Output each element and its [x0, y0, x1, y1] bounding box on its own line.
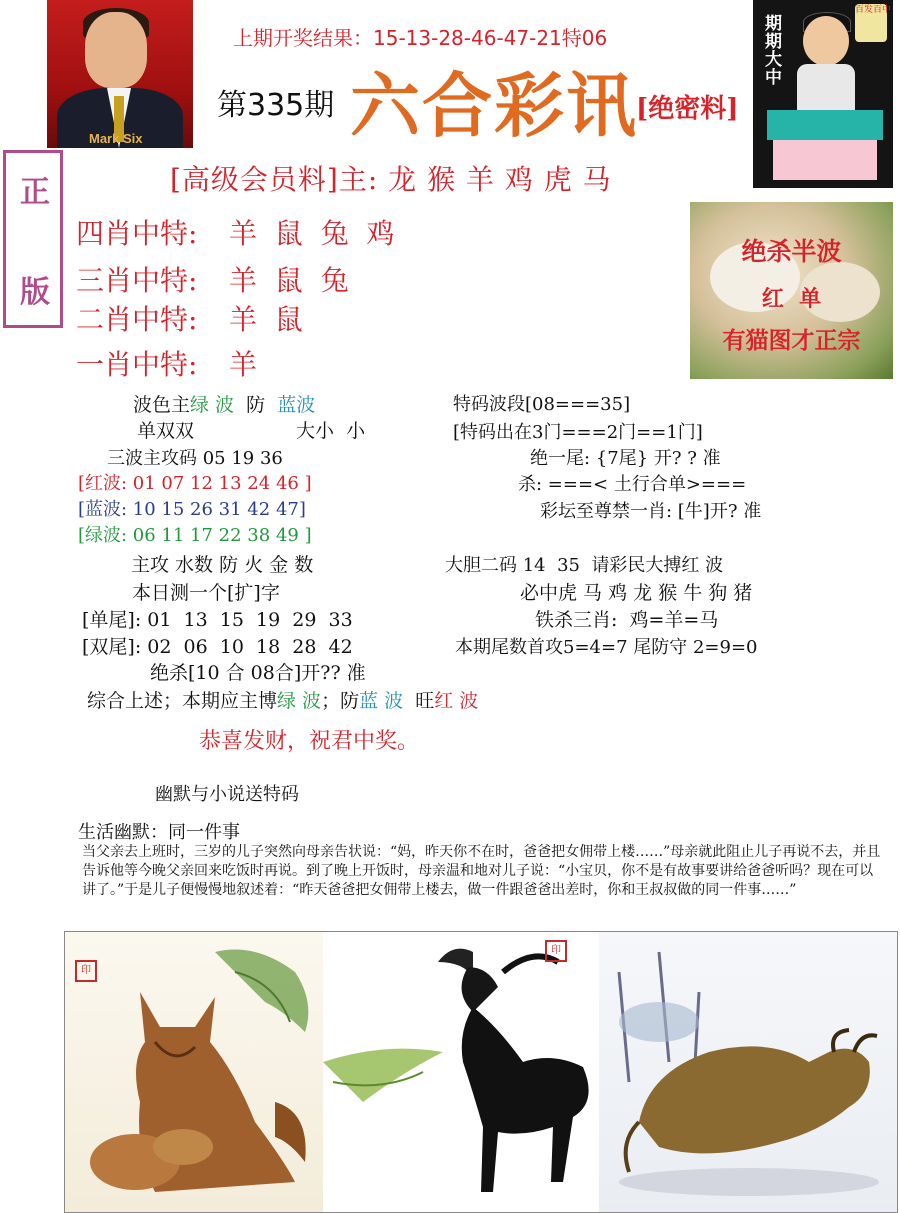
dog-painting — [65, 932, 323, 1212]
pick-value: 羊 — [229, 348, 258, 381]
cat-box-line-1: 绝杀半波 — [741, 237, 842, 266]
artist-seal: 印 — [545, 940, 567, 962]
single-tail: [单尾]: 01 13 15 19 29 33 — [82, 609, 353, 631]
summary-prefix: 综合上述；本期应主博 — [87, 690, 278, 712]
cat-box-line-3: 有猫图才正宗 — [722, 327, 861, 354]
forum-ban-zodiac: 彩坛至尊禁一肖: [牛]开? 准 — [540, 501, 762, 522]
wave-main-prefix: 波色主 — [133, 394, 191, 416]
summary-lucky: 旺 — [403, 690, 435, 712]
pick-value: 羊 鼠 — [229, 303, 303, 336]
photo-face — [85, 12, 147, 88]
three-wave-codes: 三波主攻码 05 19 36 — [107, 448, 283, 469]
issue-number: 第335期 — [217, 88, 335, 123]
cartoon-table — [767, 110, 883, 140]
daily-character: 本日测一个[扩]字 — [132, 582, 280, 604]
edition-char-1: 正 — [20, 175, 50, 210]
blue-wave-numbers: [蓝波: 10 15 26 31 42 47] — [78, 499, 306, 520]
bold-two-codes: 大胆二码 14 35 请彩民大搏红 波 — [445, 555, 724, 576]
kill-tail: 绝一尾: {7尾} 开? ? 准 — [530, 448, 721, 469]
pick-value: 羊 鼠 兔 鸡 — [229, 217, 395, 250]
goat-illustration — [323, 932, 599, 1212]
humor-section-heading: 幽默与小说送特码 — [155, 784, 299, 805]
iron-kill-three: 铁杀三肖: 鸡=羊=马 — [535, 609, 719, 631]
summary-green: 绿 波 — [277, 690, 322, 712]
cat-image-box — [690, 202, 893, 379]
last-draw-result: 上期开奖结果：15-13-28-46-47-21特06 — [233, 26, 608, 50]
pick-label: 二肖中特: — [76, 303, 198, 336]
pick-row — [76, 298, 303, 338]
humor-title: 生活幽默：同一件事 — [78, 822, 240, 843]
tail-numbers: 本期尾数首攻5=4=7 尾防守 2=9=0 — [455, 637, 758, 658]
goat-painting — [323, 932, 599, 1212]
special-doors: [特码出在3门===2门==1门] — [453, 422, 703, 443]
single-double: 单双双 — [137, 420, 195, 442]
cartoon-base — [773, 140, 877, 180]
ox-painting — [599, 932, 897, 1212]
wave-main — [133, 390, 315, 417]
pick-row — [76, 259, 349, 299]
must-hit-zodiacs: 必中虎 马 鸡 龙 猴 牛 狗 猪 — [520, 582, 753, 604]
big-small: 大小 小 — [296, 420, 366, 442]
double-tail: [双尾]: 02 06 10 18 28 42 — [82, 636, 353, 658]
wave-green: 绿 波 — [190, 394, 235, 416]
edition-badge — [3, 150, 63, 328]
summary-red: 红 波 — [434, 690, 479, 712]
pick-row — [76, 212, 395, 252]
vip-picks: [高级会员料]主: 龙 猴 羊 鸡 虎 马 — [170, 163, 612, 196]
humor-story: 当父亲去上班时，三岁的儿子突然向母亲告状说：“妈，昨天你不在时，爸爸把女佣带上楼……”母亲就此阻止儿子再说不去，并且告诉他等今晚父亲回来吃饭时再说。到了晚上开饭时，母亲温和地对儿子说：“小宝贝，你不是有故事要讲给爸爸听吗？现在可以讲了。”于是儿子便慢慢地叙述着：“昨天爸爸把女佣带上楼去，做一件跟爸爸出差时，你和王叔叔做的同一件事……” — [82, 844, 881, 898]
page-subtitle: [绝密料] — [636, 94, 739, 124]
special-segment: 特码波段[08===35] — [453, 394, 631, 415]
pick-label: 四肖中特: — [76, 217, 198, 250]
summary-guard: ；防 — [321, 690, 360, 712]
cartoon-side-text: 期期大中 — [761, 14, 781, 86]
wave-guard: 防 — [234, 394, 278, 416]
cartoon-tag: 百发百中 — [855, 4, 887, 42]
cartoon-fortune-image — [753, 0, 893, 188]
kill-element: 杀: ===< 土行合单>=== — [518, 474, 747, 495]
mark-six-logo: Mark Six — [89, 131, 143, 146]
wave-blue: 蓝波 — [277, 394, 316, 416]
summary-line — [87, 686, 478, 713]
ox-illustration — [599, 932, 897, 1212]
element-attack: 主攻 水数 防 火 金 数 — [131, 554, 314, 576]
pick-label: 一肖中特: — [76, 348, 198, 381]
artist-seal: 印 — [75, 960, 97, 982]
pick-row — [76, 343, 258, 383]
pick-value: 羊 鼠 兔 — [229, 264, 349, 297]
presenter-photo — [47, 0, 193, 148]
summary-blue: 蓝 波 — [359, 690, 404, 712]
cat-box-line-2: 红 单 — [761, 286, 822, 312]
cartoon-body — [797, 64, 855, 116]
green-wave-numbers: [绿波: 06 11 17 22 38 49 ] — [78, 525, 312, 546]
pick-label: 三肖中特: — [76, 264, 198, 297]
zodiac-paintings — [64, 931, 898, 1213]
page-title: 六合彩讯 — [350, 64, 638, 147]
red-wave-numbers: [红波: 01 07 12 13 24 46 ] — [78, 473, 312, 494]
kill-combination: 绝杀[10 合 08合]开?? 准 — [150, 662, 366, 684]
cartoon-face — [803, 16, 849, 66]
edition-char-2: 版 — [20, 275, 50, 310]
congrats-message: 恭喜发财，祝君中奖。 — [199, 729, 420, 754]
dog-illustration — [65, 932, 323, 1212]
